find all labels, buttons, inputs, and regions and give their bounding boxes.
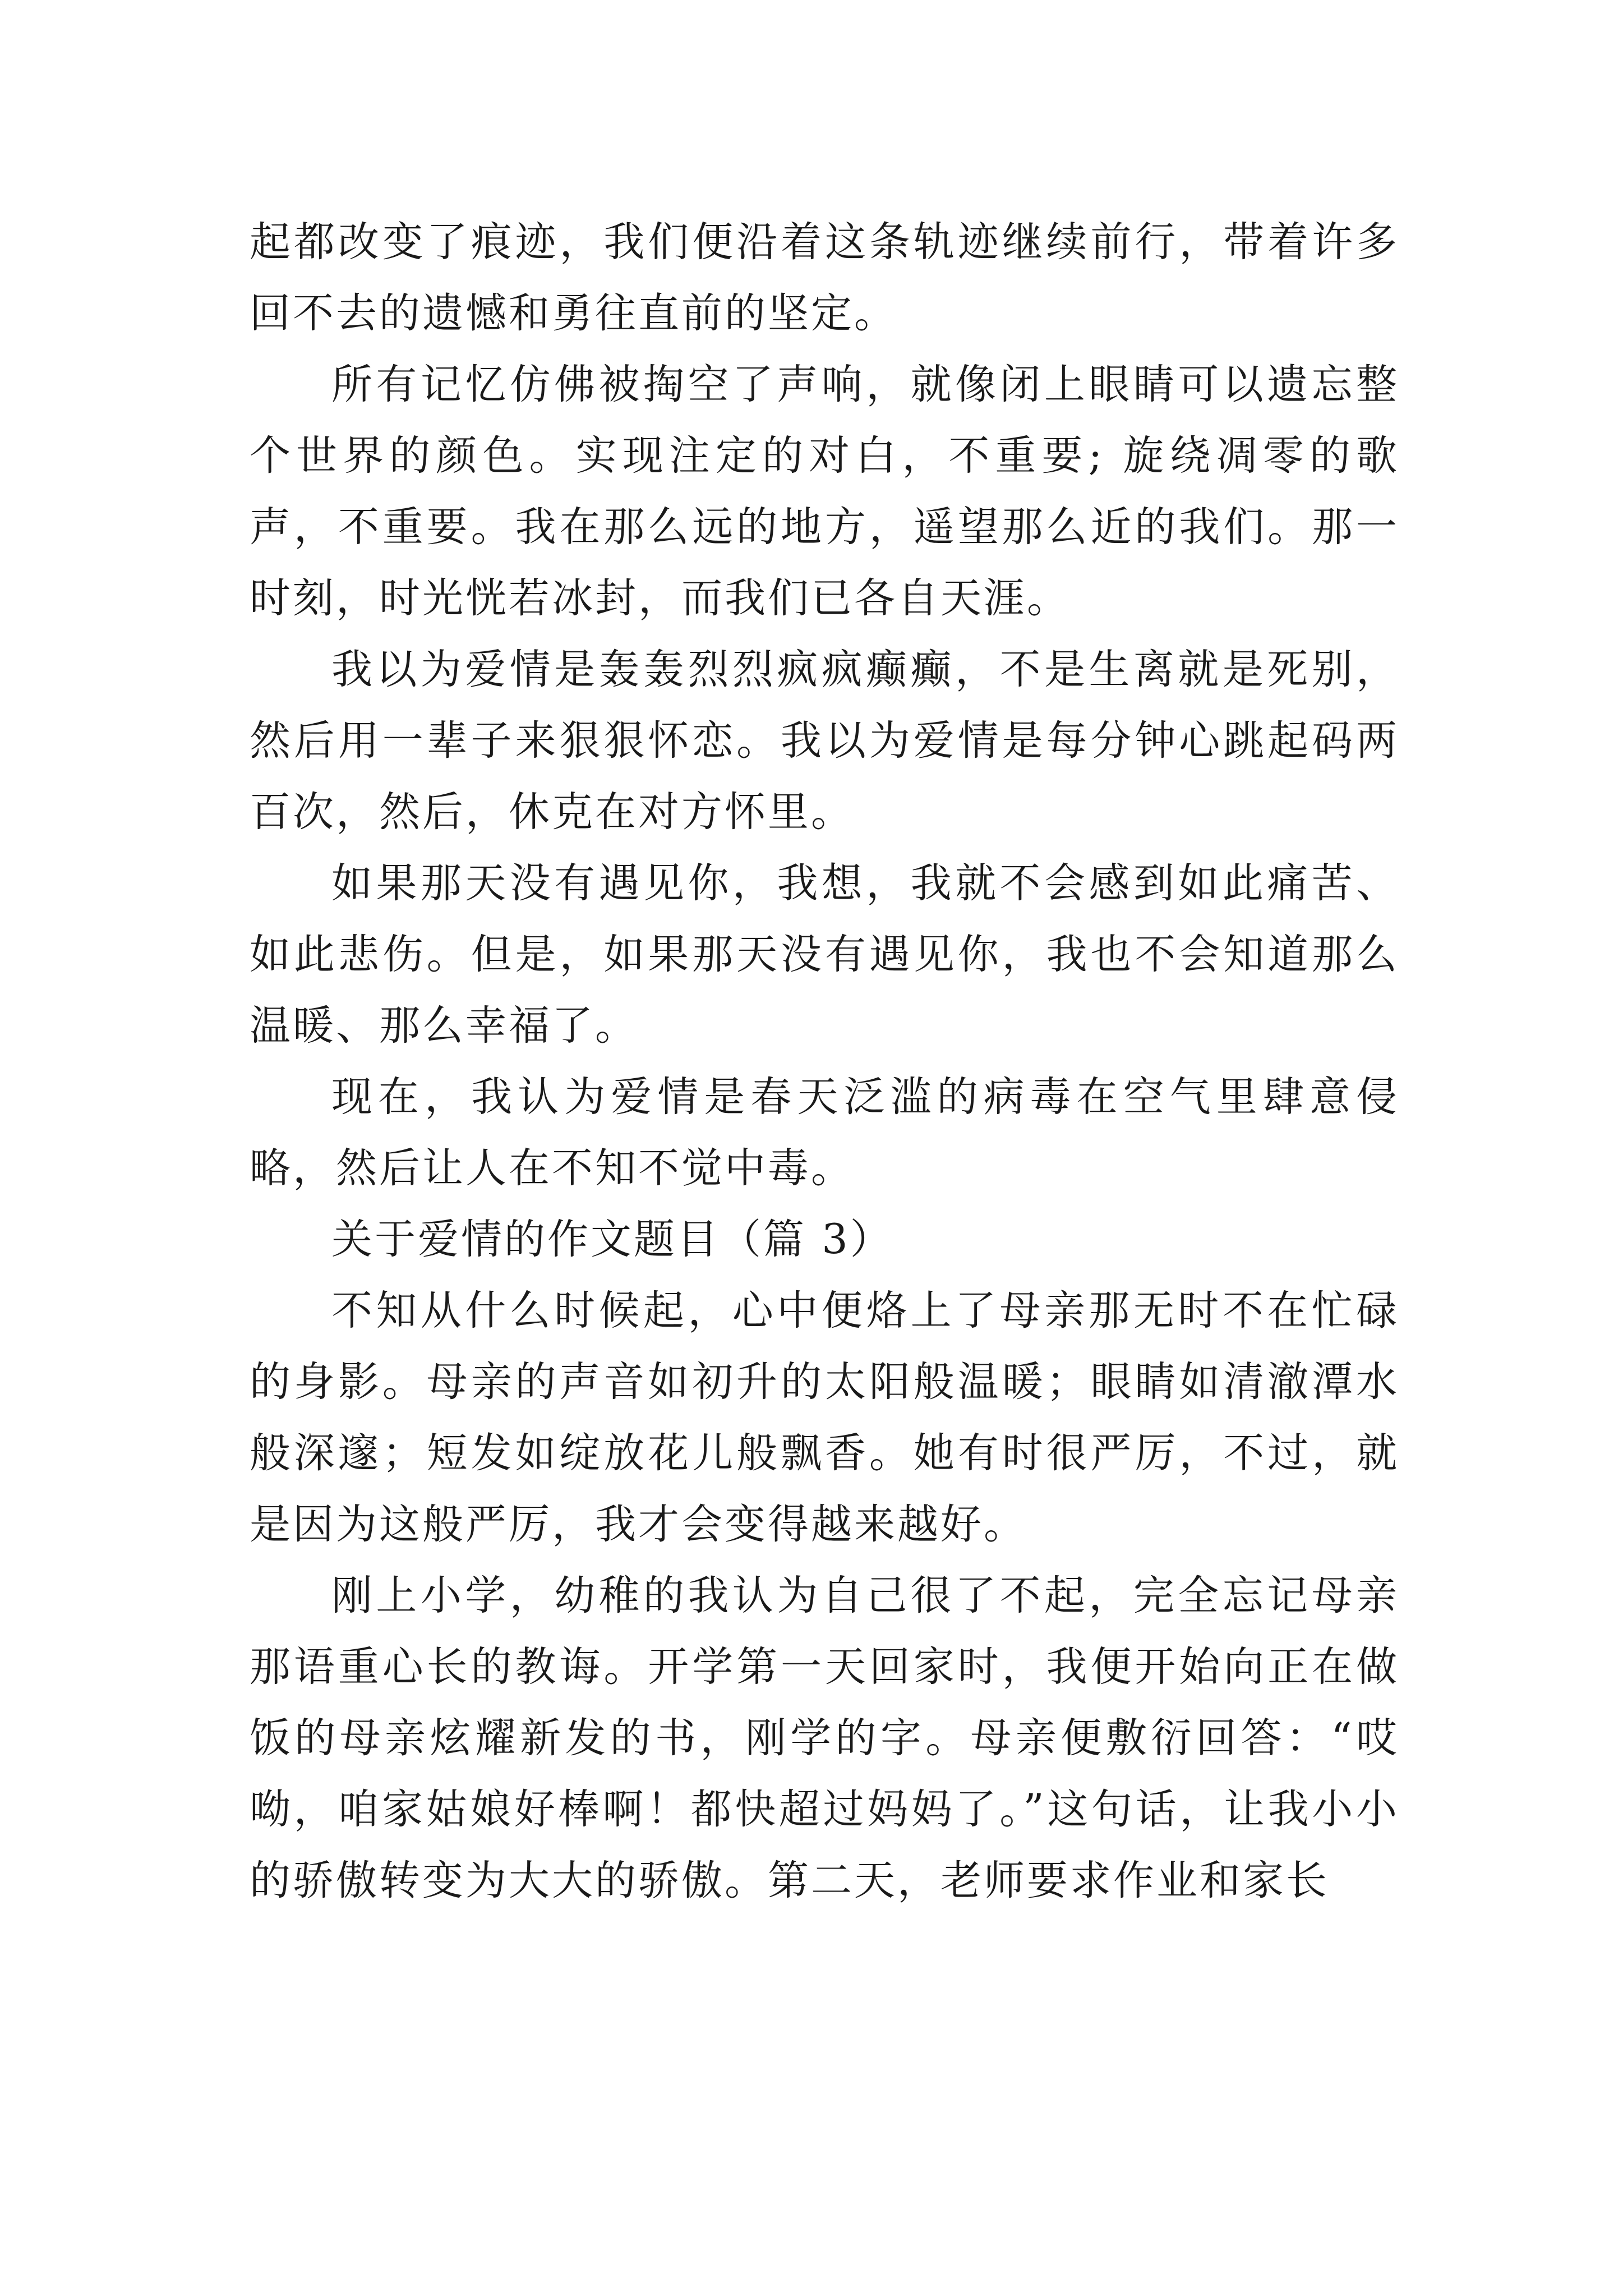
paragraph-memory: 所有记忆仿佛被掏空了声响，就像闭上眼睛可以遗忘整个世界的颜色。实现注定的对白，不重要; 旋绕凋零的歌声，不重要。我在那么远的地方，遥望那么近的我们。那一时刻，时光恍若冰封，而我们已各自天涯。: [250, 361, 1399, 622]
section-heading: 关于爱情的作文题目（篇 3）: [331, 1216, 893, 1263]
paragraph-now: 现在，我认为爱情是春天泛滥的病毒在空气里肆意侵略，然后让人在不知不觉中毒。: [250, 1073, 1399, 1192]
document-body: [250, 206, 1399, 1916]
paragraph-love-belief: 我以为爱情是轰轰烈烈疯疯癫癫，不是生离就是死别，然后用一辈子来狠狠怀恋。我以为爱情是每分钟心跳起码两百次，然后，休克在对方怀里。: [250, 646, 1399, 836]
paragraph-mother: 不知从什么时候起，心中便烙上了母亲那无时不在忙碌的身影。母亲的声音如初升的太阳般温暖；眼睛如清澈潭水般深邃；短发如绽放花儿般飘香。她有时很严厉，不过，就是因为这般严厉，我才会变得越来越好。: [250, 1287, 1399, 1548]
paragraph-continued: 起都改变了痕迹，我们便沿着这条轨迹继续前行，带着许多回不去的遗憾和勇往直前的坚定。: [250, 218, 1399, 337]
paragraph-primary-school: 刚上小学，幼稚的我认为自己很了不起，完全忘记母亲那语重心长的教诲。开学第一天回家时，我便开始向正在做饭的母亲炫耀新发的书，刚学的字。母亲便敷衍回答：“哎呦，咱家姑娘好棒啊！都快超过妈妈了。”这句话，让我小小的骄傲转变为大大的骄傲。第二天，老师要求作业和家长: [250, 1572, 1399, 1904]
paragraph-if-not-met: 如果那天没有遇见你，我想，我就不会感到如此痛苦、如此悲伤。但是，如果那天没有遇见你，我也不会知道那么温暖、那么幸福了。: [250, 859, 1399, 1050]
